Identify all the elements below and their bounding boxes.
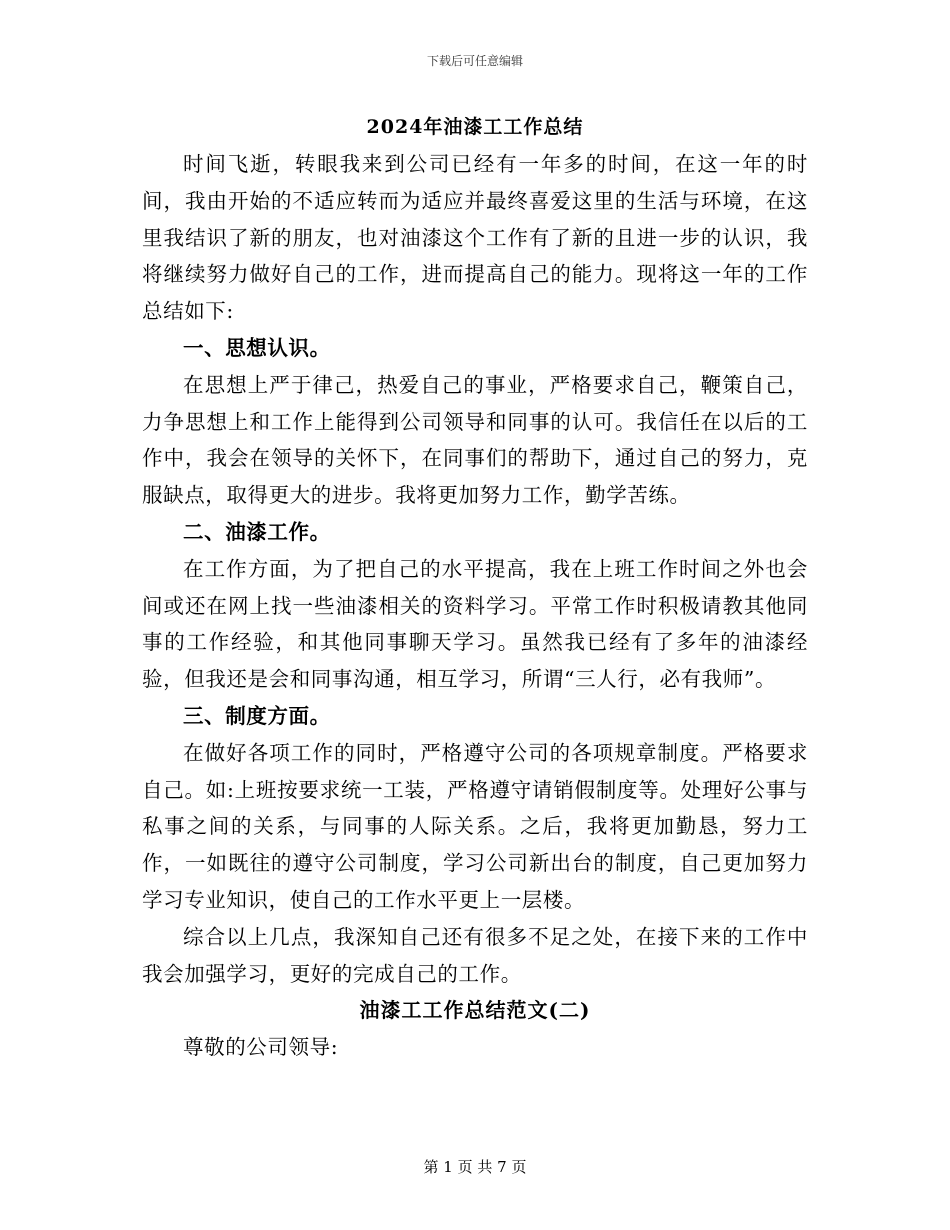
intro-paragraph: 时间飞逝，转眼我来到公司已经有一年多的时间，在这一年的时间，我由开始的不适应转而为适应并最终喜爱这里的生活与环境，在这里我结识了新的朋友，也对油漆这个工作有了新的且进一步的认识，我将继续努力做好自己的工作，进而提高自己的能力。现将这一年的工作总结如下:	[142, 152, 808, 324]
conclusion-paragraph: 综合以上几点，我深知自己还有很多不足之处，在接下来的工作中我会加强学习，更好的完成自己的工作。	[142, 924, 808, 986]
document-body	[142, 112, 808, 1066]
header-note: 下载后可任意编辑	[426, 54, 523, 68]
section-body-2: 在工作方面，为了把自己的水平提高，我在上班工作时间之外也会间或还在网上找一些油漆相关的资料学习。平常工作时积极请教其他同事的工作经验，和其他同事聊天学习。虽然我已经有了多年的油漆经验，但我还是会和同事沟通，相互学习，所谓“三人行，必有我师”。	[142, 556, 808, 692]
section-heading-2: 二、油漆工作。	[183, 519, 331, 544]
section-heading-1: 一、思想认识。	[183, 335, 331, 360]
section-heading-3: 三、制度方面。	[183, 703, 331, 728]
second-document-title: 油漆工工作总结范文(二)	[359, 998, 591, 1023]
page-number-footer: 第 1 页 共 7 页	[423, 1158, 527, 1176]
section-body-3: 在做好各项工作的同时，严格遵守公司的各项规章制度。严格要求自己。如:上班按要求统一工装，严格遵守请销假制度等。处理好公事与私事之间的关系，与同事的人际关系。之后，我将更加勤恳，努力工作，一如既往的遵守公司制度，学习公司新出台的制度，自己更加努力学习专业知识，使自己的工作水平更上一层楼。	[142, 740, 808, 912]
salutation: 尊敬的公司领导:	[183, 1035, 339, 1060]
section-body-1: 在思想上严于律己，热爱自己的事业，严格要求自己，鞭策自己，力争思想上和工作上能得到公司领导和同事的认可。我信任在以后的工作中，我会在领导的关怀下，在同事们的帮助下，通过自己的努力，克服缺点，取得更大的进步。我将更加努力工作，勤学苦练。	[142, 372, 808, 508]
document-title: 2024年油漆工工作总结	[366, 116, 584, 138]
